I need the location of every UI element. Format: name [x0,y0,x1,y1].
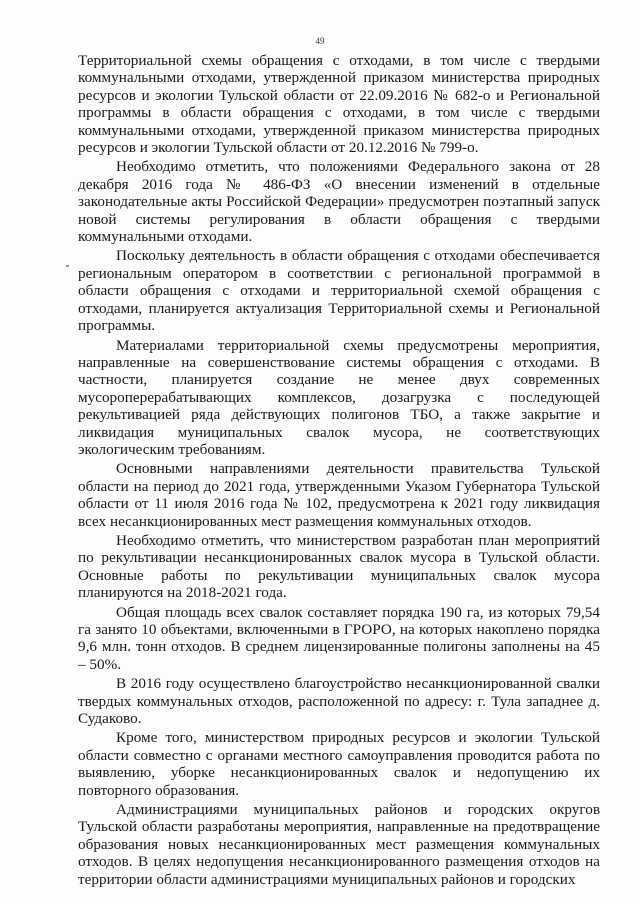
paragraph-2016-works: В 2016 году осуществлено благоустройство несанкционированной свалки твердых коммунальных отходов, расположенной по адресу: г. Тула западнее д. Судаково. [78,675,600,728]
scan-mark [66,265,69,267]
paragraph-recultivation-plan: Необходимо отметить, что министерством разработан план мероприятий по рекультивации несанкционированных свалок мусора в Тульской области. Основные работы по рекультивации муниципальных свалок мусора планируются на 2018-2021 года. [78,531,600,602]
paragraph-government-directions: Основными направлениями деятельности правительства Тульской области на период до 2021 года, утвержденными Указом Губернатора Тульской области от 11 июля 2016 года № 102, предусмотрена к 2021 году ликвидация всех несанкционированных мест размещения коммунальных отходов. [78,460,600,530]
paragraph-continuation: Территориальной схемы обращения с отходами, в том числе с твердыми коммунальными отходами, утвержденной приказом министерства природных ресурсов и экологии Тульской области от 22.09.2016 № 682-о и Региональной программы в области обращения с отходами, в том числе с твердыми коммунальными отходами, утвержденной приказом министерства природных ресурсов и экологии Тульской области от 20.12.2016 № 799-о. [78,52,600,157]
paragraph-ministry-work: Кроме того, министерством природных ресурсов и экологии Тульской области совместно с органами местного самоуправления проводится работа по выявлению, уборке несанкционированных свалок и недопущению их повторного образования. [78,729,600,799]
paragraph-landfill-area: Общая площадь всех свалок составляет порядка 190 га, из которых 79,54 га занято 10 объектами, включенными в ГРОРО, на которых накоплено порядка 9,6 млн. тонн отходов. В среднем лицензированные полигоны заполнены на 45 – 50%. [78,603,600,673]
paragraph-administrations: Администрациями муниципальных районов и городских округов Тульской области разработаны мероприятия, направленные на предотвращение образования новых несанкционированных мест размещения коммунальных отходов. В целях недопущения несанкционированного размещения отходов на территории области администрациями муниципальных районов и городских [78,801,600,888]
paragraph-territorial-scheme: Материалами территориальной схемы предусмотрены мероприятия, направленные на совершенствование системы обращения с отходами. В частности, планируется создание не менее двух современных мусороперерабатывающих комплексов, дозагрузка с последующей рекультивацией ряда действующих полигонов ТБО, а также закрытие и ликвидация муниципальных свалок мусора, не соответствующих экологическим требованиям. [78,336,600,458]
document-body [78,52,600,890]
paragraph-federal-law: Необходимо отметить, что положениями Федерального закона от 28 декабря 2016 года № 486-ФЗ «О внесении изменений в отдельные законодательные акты Российской Федерации» предусмотрен поэтапный запуск новой системы регулирования в области обращения с твердыми коммунальными отходами. [78,158,600,246]
page-number: 49 [315,36,325,46]
paragraph-regional-operator: Поскольку деятельность в области обращения с отходами обеспечивается региональным оператором в соответствии с региональной программой в области обращения с отходами и территориальной схемой обращения с отходами, планируется актуализация Территориальной схемы и Региональной программы. [78,247,600,335]
